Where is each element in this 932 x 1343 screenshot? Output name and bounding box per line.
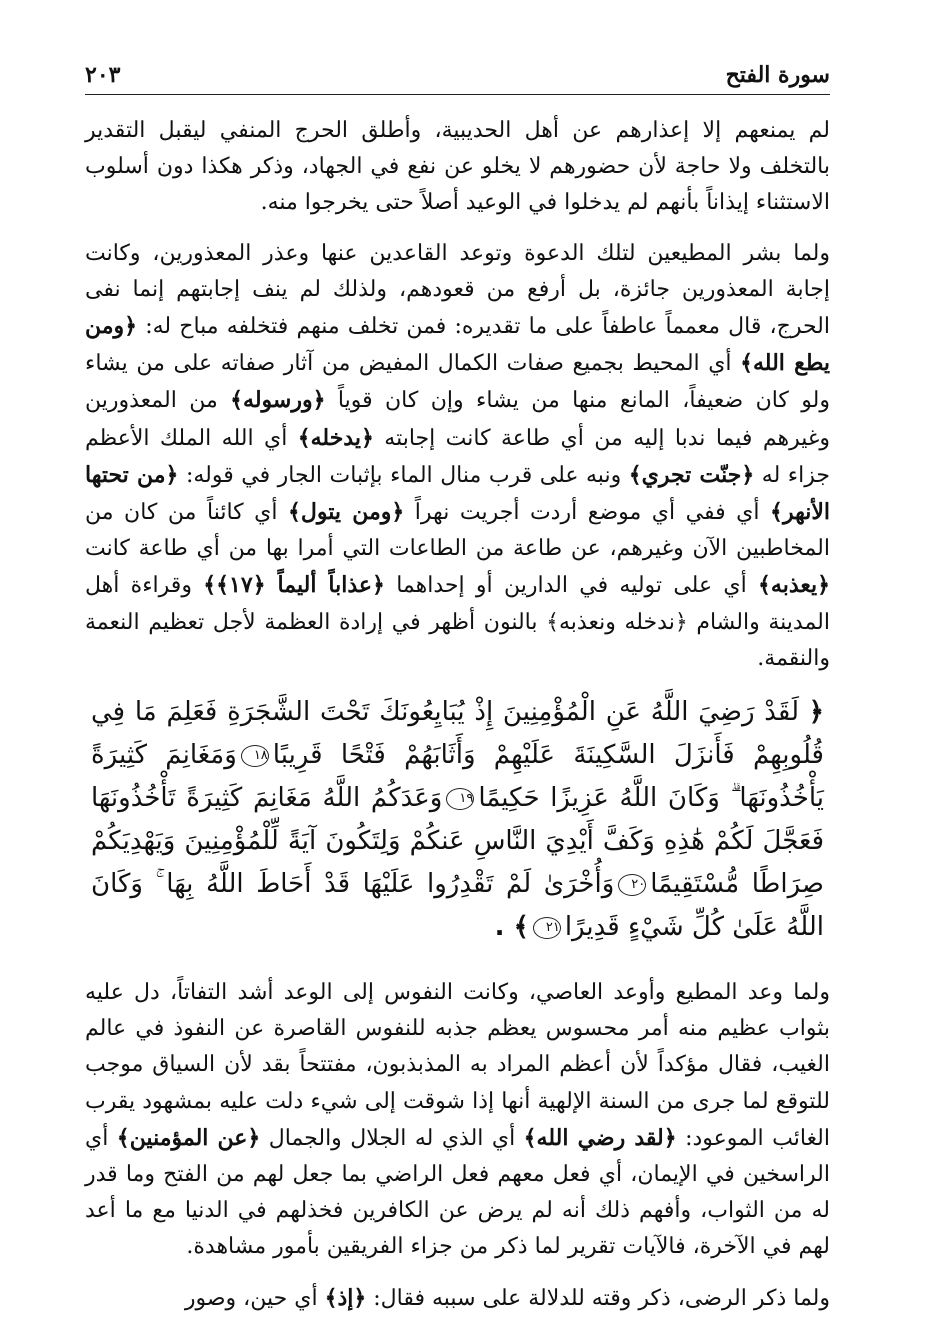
surah-title: سورة الفتح: [725, 62, 830, 88]
verse-number-21: ٢١: [533, 917, 561, 939]
quran-verses-block: [85, 691, 830, 949]
page-header: [85, 58, 830, 95]
p3-text-3: أي الراسخين في الإيمان، أي فعل معهم فعل الراضي بما جعل لهم من الفتح وما قدر له من الثواب، وأفهم ذلك أنه لم يرض عن الكافرين فخذلهم في الدنيا مع ما أعد لهم في الآخرة، فالآيات تقرير لما ذكر من جزاء الفريقين بأمور مشاهدة.: [85, 1125, 830, 1260]
p2-text-7: أي كائناً من كان من المخاطبين الآن وغيرهم، عن طاعة من الطاعات التي أمرا بها من أي طاعة كانت: [85, 500, 830, 562]
quran-close-bracket: ﴾ .: [494, 912, 529, 943]
p2-quote-3: ﴿يدخله﴾: [297, 424, 374, 451]
verse-number-20: ٢٠: [618, 874, 646, 896]
paragraph-4: [85, 1280, 830, 1317]
p2-quote-7: ﴿يعذبه﴾: [758, 572, 831, 599]
p4-text-2: أي حين، وصور: [184, 1285, 325, 1311]
p2-quote-6: ﴿ومن يتول﴾: [288, 499, 405, 526]
verse-18: لَقَدْ رَضِيَ اللَّهُ عَنِ الْمُؤْمِنِينَ إِذْ يُبَايِعُونَكَ تَحْتَ الشَّجَرَةِ فَعَلِمَ مَا فِي قُلُوبِهِمْ فَأَنزَلَ السَّكِينَةَ عَلَيْهِمْ وَأَثَابَهُمْ فَتْحًا قَرِيبًا: [91, 697, 824, 771]
p2-quote-4: ﴿جنّت تجري﴾: [628, 461, 755, 488]
paragraph-1: لم يمنعهم إلا إعذارهم عن أهل الحديبية، وأطلق الحرج المنفي ليقبل التقدير بالتخلف ولا حاجة لأن حضورهم لا يخلو عن نفع في الجهاد، وذكر هكذا دون أسلوب الاستثناء إيذاناً بأنهم لم يدخلوا في الوعيد أصلاً حتى يخرجوا منه.: [85, 118, 830, 216]
p2-quote-2: ﴿ورسوله﴾: [230, 387, 326, 414]
verse-21: وَأُخْرَىٰ لَمْ تَقْدِرُوا عَلَيْهَا قَدْ أَحَاطَ اللَّهُ بِهَا ۚ وَكَانَ اللَّهُ عَلَىٰ كُلِّ شَيْءٍ قَدِيرًا: [91, 869, 824, 943]
p3-text-2: أي الذي له الجلال والجمال: [260, 1125, 524, 1151]
p2-text-6: أي ففي أي موضع أردت أجريت نهراً: [404, 500, 771, 526]
p2-text-2: أي المحيط بجميع صفات الكمال المفيض من آثار صفاته على من يشاء ولو كان ضعيفاً، المانع منها من يشاء وإن كان قوياً: [85, 351, 830, 414]
paragraph-3: [85, 975, 830, 1266]
book-page: [85, 58, 830, 1328]
p2-text-4: أي الله الملك الأعظم جزاء له: [85, 425, 831, 488]
p3-quote-2: ﴿عن المؤمنين﴾: [116, 1124, 261, 1151]
p2-text-9: وقراءة أهل المدينة والشام ﴿ندخله ونعذبه﴾ بالنون أظهر في إرادة العظمة لأجل تعظيم النعمة والنقمة.: [85, 573, 830, 671]
quran-open-bracket: ﴿: [808, 697, 825, 728]
p2-text-8: أي على توليه في الدارين أو إحداهما: [384, 573, 759, 599]
p2-text-5: ونبه على قرب منال الماء بإثبات الجار في قوله:: [178, 462, 629, 488]
verse-number-18: ١٨: [241, 745, 269, 767]
p2-quote-5: ﴿من تحتها الأنهر﴾: [85, 461, 830, 526]
paragraph-2: [85, 236, 830, 677]
p2-quote-1: ﴿ومن يطع الله﴾: [85, 313, 830, 377]
p4-text-1: ولما ذكر الرضى، ذكر وقته للدلالة على سببه فقال:: [366, 1285, 830, 1311]
p4-quote-1: ﴿إذ﴾: [324, 1284, 367, 1311]
p2-text-1: ولما بشر المطيعين لتلك الدعوة وتوعد القاعدين عنها وعذر المعذورين، وكانت إجابة المعذورين جائزة، بل أرفع من قعودهم، ولذلك لم ينف إجابتهم إنما نفى الحرج، قال معمماً عاطفاً على ما تقديره: فمن تخلف منهم فتخلفه مباح له:: [85, 240, 830, 340]
p2-text-3: من المعذورين وغيرهم فيما ندبا إليه من أي طاعة كانت إجابته: [85, 388, 830, 451]
verse-number-19: ١٩: [446, 788, 474, 810]
p3-text-1: ولما وعد المطيع وأوعد العاصي، وكانت النفوس إلى الوعد أشد التفاتاً، دل عليه بثواب عظيم منه أمر محسوس يعظم جذبه للنفوس القاصرة عن النفوذ في عالم الغيب، فقال مؤكداً لأن أعظم المراد به المذبذبون، مفتتحاً بقد لأن السياق موجب للتوقع لما جرى من السنة الإلهية أنها إذا شوقت إلى شيء دلت عليه بمشهود يقرب الغائب الموعود:: [85, 980, 830, 1151]
verse-20: وَعَدَكُمُ اللَّهُ مَغَانِمَ كَثِيرَةً تَأْخُذُونَهَا فَعَجَّلَ لَكُمْ هَٰذِهِ وَكَفَّ أَيْدِيَ النَّاسِ عَنكُمْ وَلِتَكُونَ آيَةً لِّلْمُؤْمِنِينَ وَيَهْدِيَكُمْ صِرَاطًا مُّسْتَقِيمًا: [91, 783, 824, 900]
p2-quote-8: ﴿عذاباً أليماً ﴿١٧﴾﴾: [203, 572, 385, 599]
page-number: ٢٠٣: [85, 62, 121, 88]
p3-quote-1: ﴿لقد رضي الله﴾: [523, 1124, 677, 1151]
verse-19: وَمَغَانِمَ كَثِيرَةً يَأْخُذُونَهَا ۗ وَكَانَ اللَّهُ عَزِيزًا حَكِيمًا: [91, 740, 824, 814]
